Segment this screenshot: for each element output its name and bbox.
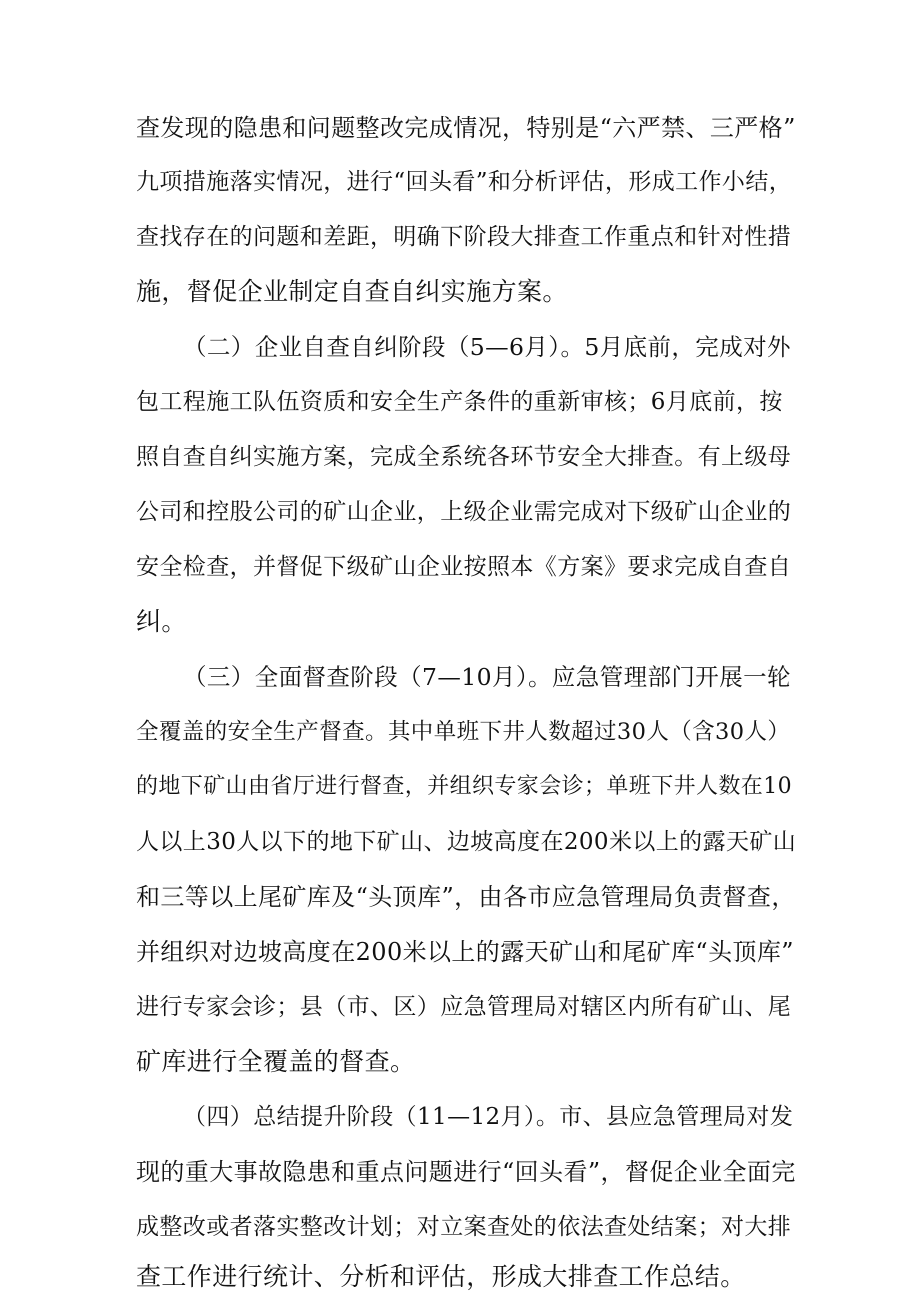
paragraph-3-line-3: 的地下矿山由省厅进行督查，并组织专家会诊；单班下井人数在10: [136, 774, 792, 799]
paragraph-4-line-4: 查工作进行统计、分析和评估，形成大排查工作总结。: [136, 1262, 746, 1291]
paragraph-3-line-5: 和三等以上尾矿库及“头顶库”，由各市应急管理局负责督查，: [136, 883, 796, 911]
paragraph-2-line-3: 照自查自纠实施方案，完成全系统各环节安全大排查。有上级母: [136, 444, 792, 470]
paragraph-2-line-5: 安全检查，并督促下级矿山企业按照本《方案》要求完成自查自: [136, 554, 792, 580]
paragraph-1-line-4: 施，督促企业制定自查自纠实施方案。: [136, 277, 568, 306]
paragraph-3-line-6: 并组织对边坡高度在200米以上的露天矿山和尾矿库“头顶库”: [136, 938, 794, 966]
paragraph-3-line-8: 矿库进行全覆盖的督查。: [136, 1047, 416, 1076]
paragraph-4-line-2: 现的重大事故隐患和重点问题进行“回头看”，督促企业全面完: [136, 1158, 796, 1186]
paragraph-2-line-2: 包工程施工队伍资质和安全生产条件的重新审核；6月底前，按: [136, 389, 783, 415]
paragraph-4-line-1: （四）总结提升阶段（11—12月）。市、县应急管理局对发: [183, 1104, 794, 1130]
paragraph-3-line-1: （三）全面督查阶段（7—10月）。应急管理部门开展一轮: [183, 663, 791, 691]
paragraph-3-line-4: 人以上30人以下的地下矿山、边坡高度在200米以上的露天矿山: [136, 829, 797, 855]
paragraph-2-line-6: 纠。: [136, 607, 187, 636]
paragraph-2-line-1: （二）企业自查自纠阶段（5—6月）。5月底前，完成对外: [183, 333, 791, 361]
paragraph-3-line-2: 全覆盖的安全生产督查。其中单班下井人数超过30人（含30人）: [136, 719, 791, 745]
paragraph-2-line-4: 公司和控股公司的矿山企业，上级企业需完成对下级矿山企业的: [136, 499, 792, 525]
paragraph-1-line-3: 查找存在的问题和差距，明确下阶段大排查工作重点和针对性措: [136, 224, 792, 250]
paragraph-3-line-7: 进行专家会诊；县（市、区）应急管理局对辖区内所有矿山、尾: [136, 994, 792, 1020]
paragraph-4-line-3: 成整改或者落实整改计划；对立案查处的依法查处结案；对大排: [136, 1214, 792, 1240]
paragraph-1-line-2: 九项措施落实情况，进行“回头看”和分析评估，形成工作小结，: [136, 169, 793, 195]
paragraph-1-line-1: 查发现的隐患和问题整改完成情况，特别是“六严禁、三严格”: [136, 114, 796, 142]
